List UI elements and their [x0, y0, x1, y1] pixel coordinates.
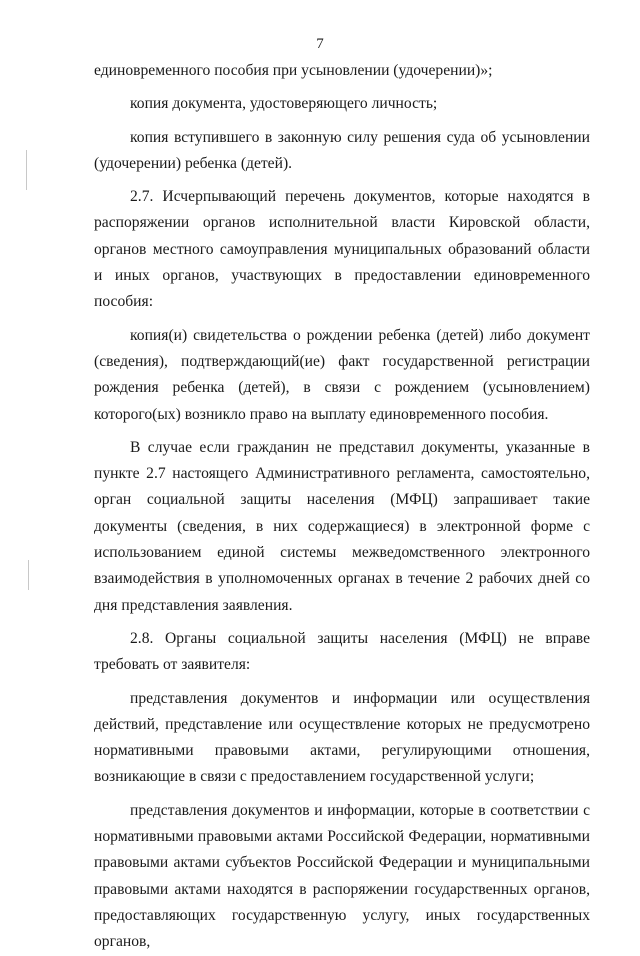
scan-artifact-line [28, 560, 29, 590]
paragraph-interagency-request: В случае если гражданин не представил документы, указанные в пункте 2.7 настоящего Административного регламента, самостоятельно, орган социальной защиты населения (МФЦ) запрашивает такие документы (сведения, в них содержащиеся) в электронной форме с использованием единой системы межведомственного электронного взаимодействия в уполномоченных органах в течение 2 рабочих дней со дня представления заявления. [94, 438, 590, 614]
document-body [94, 58, 590, 956]
paragraph-2-8: 2.8. Органы социальной защиты населения (МФЦ) не вправе требовать от заявителя: [94, 629, 590, 674]
paragraph-actions-not-required: представления документов и информации или осуществления действий, представление или осуществление которых не предусмотрено нормативными правовыми актами, регулирующими отношения, возникающие в связи с предоставлением государственной услуги; [94, 689, 590, 786]
paragraph-continuation: единовременного пособия при усыновлении (удочерении)»; [94, 62, 493, 79]
paragraph-2-7: 2.7. Исчерпывающий перечень документов, которые находятся в распоряжении органов исполнительной власти Кировской области, органов местного самоуправления муниципальных образований области и иных органов, участвующих в предоставлении единовременного пособия: [94, 188, 590, 311]
paragraph-court-decision: копия вступившего в законную силу решения суда об усыновлении (удочерении) ребенка (детей). [94, 128, 590, 172]
paragraph-birth-certificate: копия(и) свидетельства о рождении ребенка (детей) либо документ (сведения), подтверждающий(ие) факт государственной регистрации рождения ребенка (детей), в связи с рождением (усыновлением) которого(ых) возникло право на выплату единовременного пособия. [94, 326, 590, 423]
paragraph-documents-in-possession: представления документов и информации, которые в соответствии с нормативными правовыми актами Российской Федерации, нормативными правовыми актами субъектов Российской Федерации и муниципальными правовыми актами находятся в распоряжении государственных органов, предоставляющих государственную услугу, иных государственных органов, [94, 801, 590, 951]
scan-artifact-line [26, 150, 27, 190]
page-number: 7 [316, 36, 324, 52]
paragraph-identity-copy: копия документа, удостоверяющего личность; [130, 95, 438, 113]
